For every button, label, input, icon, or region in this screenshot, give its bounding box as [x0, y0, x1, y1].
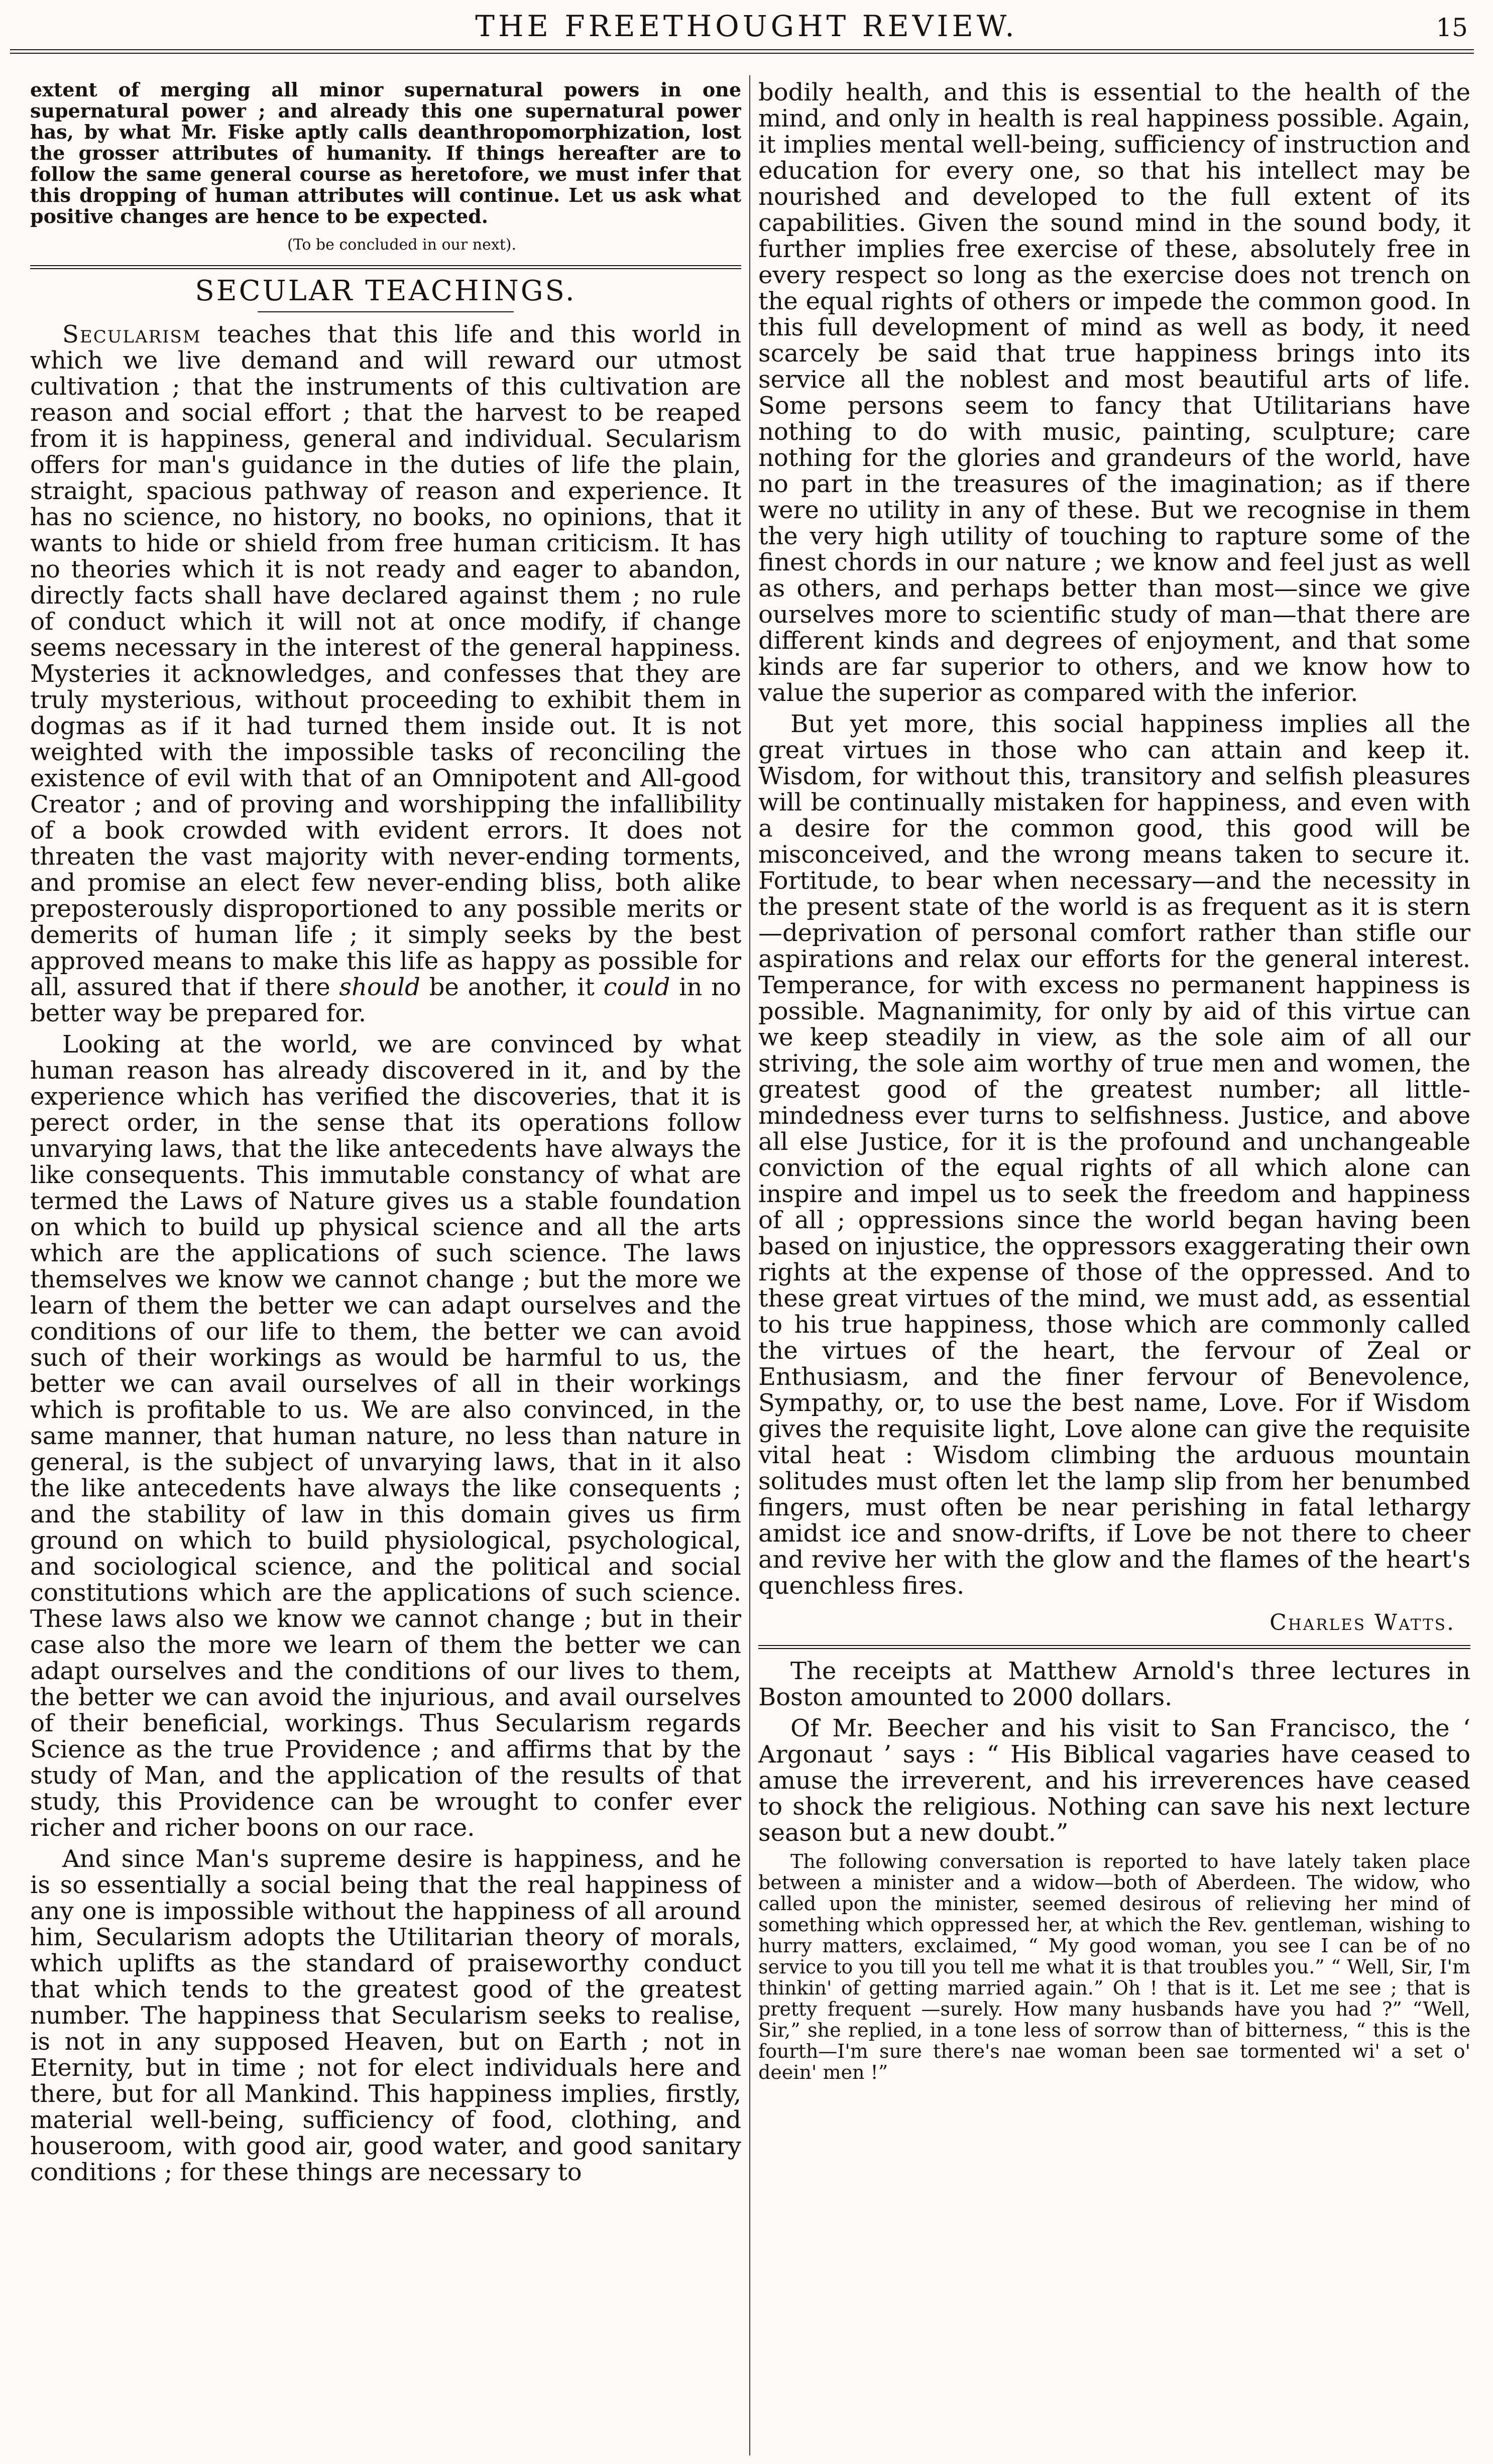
- news-item-widow: The following conversation is reported to have lately taken place between a minister and a widow—both of Aberdeen. The widow, who called upon the minister, seemed desirous of relieving her mind of something which oppressed her, at which the Rev. gentleman, wishing to hurry matters, exclaimed, “ My good woman, you see I can be of no service to you till you tell me what it is that troubles you.” “ Well, Sir, I'm thinkin' of getting married again.” Oh ! that is it. Let me see ; that is pretty frequent —surely. How many husbands have you had ?” “Well, Sir,” she replied, in a tone less of sorrow than of bitterness, “ this is the fourth—I'm sure there's nae woman been sae tormented wi' a set o' deein' men !”: [758, 1850, 1470, 2083]
- header-rule: [10, 49, 1474, 54]
- article-paragraph-3: And since Man's supreme desire is happiness, and he is so essentially a social being that the real happiness of any one is impossible without the happiness of all around him, Secularism adopts the Utilitarian theory of morals, which uplifts as the standard of praiseworthy conduct that which tends to the greatest good of the greatest number. The happiness that Secularism seeks to realise, is not in any supposed Heaven, but on Earth ; not in Eternity, but in time ; not for elect individuals here and there, but for all Mankind. This happiness implies, firstly, material well-being, sufficiency of food, clothing, and houseroom, with good air, good water, and good sanitary conditions ; for these things are necessary to: [30, 1845, 741, 2186]
- paragraph-text: be another, it: [420, 973, 604, 1001]
- italic-word: should: [339, 973, 420, 1001]
- lead-word: Secularism: [62, 320, 201, 348]
- continued-article-text: extent of merging all minor supernatural powers in one supernatural power ; and already this one supernatural power has, by what Mr. Fiske aptly calls deanthropomorphization, lost the grosser attributes of humanity. If things hereafter are to follow the same general course as heretofore, we must infer that this dropping of human attributes will continue. Let us ask what positive changes are hence to be expected.: [30, 79, 741, 227]
- article-paragraph-1: [30, 321, 741, 1026]
- news-item-arnold: The receipts at Matthew Arnold's three lectures in Boston amounted to 2000 dollars.: [758, 1657, 1470, 1711]
- section-separator: [30, 265, 741, 269]
- column-divider: [749, 75, 750, 2455]
- paragraph-text: in no better way be prepared for.: [30, 973, 741, 1027]
- right-column: [758, 79, 1470, 2449]
- article-paragraph-2: Looking at the world, we are convinced by what human reason has already discovered in it, and by the experience which has verified the discoveries, that it is perect order, in the sense that its operations follow unvarying laws, that the like antecedents have always the like consequents. This immutable constancy of what are termed the Laws of Nature gives us a stable foundation on which to build up physical science and all the arts which are the applications of such science. The laws themselves we know we cannot change ; but the more we learn of them the better we can adapt ourselves and the conditions of our life to them, the better we can avoid such of their workings as would be harmful to us, the better we can avail ourselves of all in their workings which is profitable to us. We are also convinced, in the same manner, that human nature, no less than nature in general, is the subject of unvarying laws, that in it also the like antecedents have always the like consequents ; and the stability of law in this domain gives us firm ground on which to build physiological, psychological, and sociological science, and the political and social constitutions which are the applications of such science. These laws also we know we cannot change ; but in their case also the more we learn of them the better we can adapt ourselves and the conditions of our lives to them, the better we can avoid the injurious, and avail ourselves of their beneficial, workings. Thus Secularism regards Science as the true Providence ; and affirms that by the study of Man, and the application of the results of that study, this Providence can be wrought to confer ever richer and richer boons on our race.: [30, 1030, 741, 1842]
- page-number: 15: [1436, 13, 1468, 42]
- title-rule: [258, 311, 514, 312]
- article-paragraph-4: bodily health, and this is essential to the health of the mind, and only in health is real happiness possible. Again, it implies mental well-being, sufficiency of instruction and education for every one, so that his intellect may be nourished and developed to the full extent of its capabilities. Given the sound mind in the sound body, it further implies free exercise of these, absolutely free in every respect so long as the exercise does not trench on the equal rights of others or impede the common good. In this full development of mind as well as body, it need scarcely be said that true happiness brings into its service all the noblest and most beautiful arts of life. Some persons seem to fancy that Utilitarians have nothing to do with music, painting, sculpture; care nothing for the glories and grandeurs of the world, have no part in the treasures of the imagination; as if there were no utility in any of these. But we recognise in them the very high utility of touching to rapture some of the finest chords in our nature ; we know and feel just as well as others, and perhaps better than most—since we give ourselves more to scientific study of man—that there are different kinds and degrees of enjoyment, and that some kinds are far superior to others, and we know how to value the superior as compared with the inferior.: [758, 79, 1470, 707]
- article-paragraph-5: But yet more, this social happiness implies all the great virtues in those who can attain and keep it. Wisdom, for without this, transitory and selfish pleasures will be continually mistaken for happiness, and even with a desire for the common good, this good will be misconceived, and the wrong means taken to secure it. Fortitude, to bear when necessary—and the necessity in the present state of the world is as frequent as it is stern —deprivation of personal comfort rather than stifle our aspirations and relax our efforts for the general interest. Temperance, for with excess no permanent happiness is possible. Magnanimity, for only by aid of this virtue can we keep steadily in view, as the sole aim of all our striving, the sole aim worthy of true men and women, the greatest good of the greatest number; all little-mindedness ever turns to selfishness. Justice, and above all else Justice, for it is the profound and unchangeable conviction of the equal rights of all which alone can inspire and impel us to seek the freedom and happiness of all ; oppressions since the world began having been based on injustice, the oppressors exaggerating their own rights at the expense of those of the oppressed. And to these great virtues of the mind, we must add, as essential to his true happiness, those which are commonly called the virtues of the heart, the fervour of Zeal or Enthusiasm, and the finer fervour of Benevolence, Sympathy, or, to use the best name, Love. For if Wisdom gives the requisite light, Love alone can give the requisite vital heat : Wisdom climbing the arduous mountain solitudes must often let the lamp slip from her benumbed fingers, must often be near perishing in fatal lethargy amidst ice and snow-drifts, if Love be not there to cheer and revive her with the glow and the flames of the heart's quenchless fires.: [758, 710, 1470, 1600]
- journal-title: THE FREETHOUGHT REVIEW.: [475, 9, 1018, 43]
- article-title: SECULAR TEACHINGS.: [195, 275, 577, 307]
- paragraph-text: teaches that this life and this world in which we live demand and will reward our utmost cultivation ; that the instruments of this cultivation are reason and social effort ; that the harvest to be reaped from it is happiness, general and individual. Secularism offers for man's guidance in the duties of life the plain, straight, spacious pathway of reason and experience. It has no science, no history, no books, no opinions, that it wants to hide or shield from free human criticism. It has no theories which it is not ready and eager to abandon, directly facts shall have declared against them ; no rule of conduct which it will not at once modify, if change seems necessary in the interest of the general happiness. Mysteries it acknowledges, and confesses that they are truly mysterious, without proceeding to exhibit them in dogmas as if it had turned them inside out. It is not weighted with the impossible tasks of reconciling the existence of evil with that of an Omnipotent and All-good Creator ; and of proving and worshipping the infallibility of a book crowded with evident errors. It does not threaten the vast majority with never-ending torments, and promise an elect few never-ending bliss, both alike preposterously disproportioned to any possible merits or demerits of human life ; it simply seeks by the best approved means to make this life as happy as possible for all, assured that if there: [30, 320, 741, 1001]
- news-item-beecher: Of Mr. Beecher and his visit to San Francisco, the ‘ Argonaut ’ says : “ His Biblical vagaries have ceased to amuse the irreverent, and his irreverences have ceased to shock the religious. Nothing can save his next lecture season but a new doubt.”: [758, 1714, 1470, 1847]
- author-signature: Charles Watts.: [1270, 1610, 1455, 1635]
- left-column: [30, 79, 741, 2449]
- page-header: [0, 0, 1493, 55]
- news-separator: [758, 1645, 1470, 1649]
- italic-word: could: [603, 973, 670, 1001]
- continued-note: (To be concluded in our next).: [287, 236, 517, 254]
